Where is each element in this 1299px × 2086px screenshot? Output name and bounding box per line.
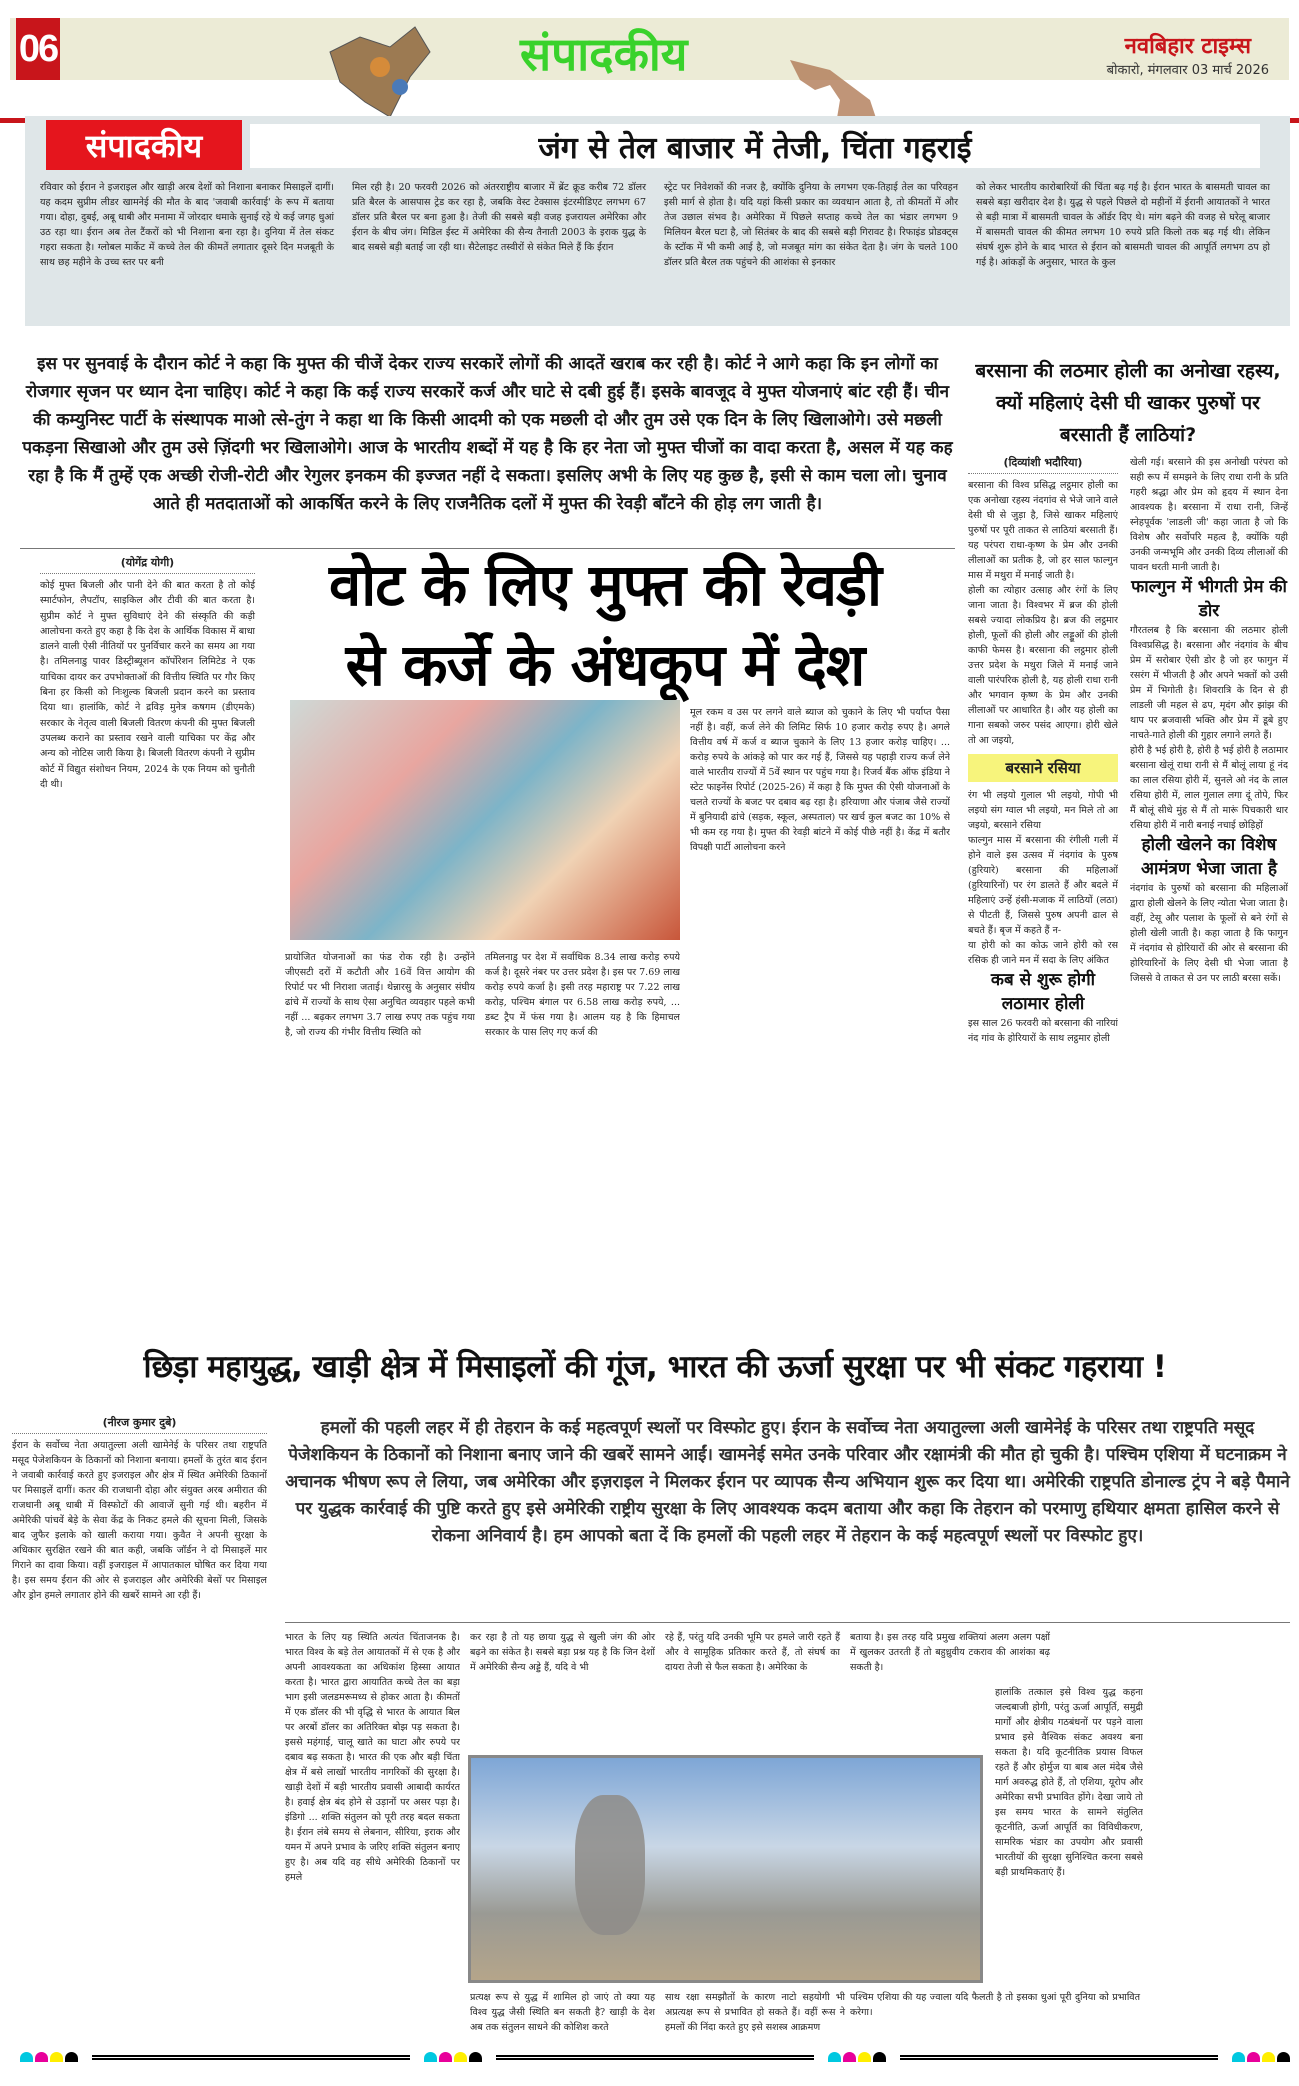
verse-text: या होरी को का कोऊ जाने होरी को रस रसिक ही जाने मन में सदा के लिए अंकित xyxy=(968,940,1118,966)
article-text: प्रायोजित योजनाओं का फंड रोक रही है। उन्होंने जीएसटी दरों में कटौती और 16वें वित्त आयोग की रिपोर्ट पर भी निराशा जताई। थेन्नारसु के अनुसार संघीय ढांचे में राज्यों के साथ ऐसा अनुचित व्यवहार पहले कभी नहीं ... बढ़कर लगभग 3.7 लाख रुपए तक पहुंच गया है, जो राज्य की गंभीर वित्तीय स्थिति को xyxy=(285,952,475,1038)
brand-block xyxy=(1107,30,1269,78)
holi-col-1 xyxy=(968,455,1118,1325)
state-map-collage-image xyxy=(320,22,470,122)
war-left-column xyxy=(12,1415,267,2035)
article-text: कोई मुफ्त बिजली और पानी देने की बात करता है तो कोई स्मार्टफोन, लैपटॉप, साइकिल और टीवी की बात करता है। सुप्रीम कोर्ट ने मुफ्त सुविधाएं देने की संस्कृति की कड़ी आलोचना करते हुए कहा है कि देश के आर्थिक विकास में बाधा डालने वाली ऐसी नीतियों पर पुनर्विचार करने का समय आ गया है। तमिलनाडु पावर डिस्ट्रीब्यूशन कॉर्पोरेशन लिमिटेड ने एक याचिका दायर कर उपभोक्ताओं की वित्तीय स्थिति पर गौर किए बिना हर किसी को निःशुल्क बिजली प्रदान करने का प्रस्ताव दिया था। हालांकि, कोर्ट ने द्रविड़ मुनेत्र कषगम (डीएमके) सरकार के नेतृत्व वाली बिजली वितरण कंपनी की मुफ्त बिजली उपलब्ध कराने का प्रस्ताव रखने वाली याचिका पर केंद्र और अन्य को नोटिस जारी किया है। बिजली वितरण कंपनी ने सुप्रीम कोर्ट में विद्युत संशोधन नियम, 2024 के एक नियम को चुनौती दी थी। xyxy=(40,580,255,790)
article-text: फाल्गुन मास में बरसाना की रंगीली गली में होने वाले इस उत्सव में नंदगांव के पुरुष (हुरियारे) बरसाना की महिलाओं (हुरियारिनों) पर रंग डालते हैं और बदले में महिलाएं उन्हें हंसी-मजाक में लाठियों (लठा) से पीटती हैं, जिससे पुरुष अपनी ढाल से बचते हैं। बृज में कहते हैं न- xyxy=(968,835,1118,936)
page-number: 06 xyxy=(16,18,60,80)
section-title: संपादकीय xyxy=(520,27,688,81)
editorial-headline: जंग से तेल बाजार में तेजी, चिंता गहराई xyxy=(250,124,1260,168)
cmyk-marks xyxy=(828,2052,886,2062)
article-text: पश्चिम एशिया की यह ज्वाला यदि फैलती है तो इसका धुआं पूरी दुनिया को प्रभावित करेगा। xyxy=(850,1992,1140,2018)
voters-photo xyxy=(290,700,680,940)
editorial-column: रविवार को ईरान ने इजराइल और खाड़ी अरब देशों को निशाना बनाकर मिसाइलें दागीं। यह कदम सुप्रीम लीडर खामनेई की मौत के बाद 'जवाबी कार्रवाई' के रूप में बताया गया। दोहा, दुबई, अबू धाबी और मनामा में जोरदार धमाके सुनाई रहे थे कई जगह धुआं उठ रहा था। ईरान अब तेल टैंकरों को भी निशाना बना रहा है। दुनिया में तेल संकट गहरा सकता है। ग्लोबल मार्केट में कच्चे तेल की कीमतें लगातार दूसरे दिन मजबूती के साथ छह महीने के उच्च स्तर पर बनी xyxy=(40,182,334,268)
headline-line: वोट के लिए मुफ्त की रेवड़ी xyxy=(328,551,882,619)
article-text: इस साल 26 फरवरी को बरसाना की नारियां नंद गांव के होरियारों के साथ लट्ठमार होली xyxy=(968,1018,1118,1044)
freebies-intro: इस पर सुनवाई के दौरान कोर्ट ने कहा कि मुफ्त की चीजें देकर राज्य सरकारें लोगों की आदतें खराब कर रही है। कोर्ट ने आगे कहा कि इन लोगों का रोजगार सृजन पर ध्यान देना चाहिए। कोर्ट ने कहा कि कई राज्य सरकारें कर्ज और घाटे से दबी हुई हैं। इसके बावजूद वे मुफ्त योजनाएं बांट रही हैं। चीन की कम्युनिस्ट पार्टी के संस्थापक माओ त्से-तुंग ने कहा था कि किसी आदमी को एक मछली दो और तुम उसे एक दिन के लिए खिलाओगे। उसे मछली पकड़ना सिखाओ और तुम उसे ज़िंदगी भर खिलाओगे। आज के भारतीय शब्दों में यह है कि हर नेता जो मुफ्त चीजों का वादा करता है, असल में यह कह रहा है कि मैं तुम्हें एक अच्छी रोजी-रोटी और रेगुलर इनकम की इज्जत नहीं दे सकता। इसलिए अभी के लिए यह कुछ है, इसी से काम चला लो। चुनाव आते ही मतदाताओं को आकर्षित करने के लिए राजनैतिक दलों में मुफ्त की रेवड़ी बाँटने की होड़ लग जाती है। xyxy=(22,354,953,514)
subhead: फाल्गुन में भीगती प्रेम की डोर xyxy=(1131,577,1287,621)
war-headline: छिड़ा महायुद्ध, खाड़ी क्षेत्र में मिसाइलों की गूंज, भारत की ऊर्जा सुरक्षा पर भी संकट गहराया ! xyxy=(143,1349,1167,1385)
cmyk-marks xyxy=(1232,2052,1290,2062)
song-text: रंग भी लइयो गुलाल भी लइयो, गोपी भी लइयो संग ग्वाल भी लइयो, मन मिले तो आ जइयो, बरसाने रसिया xyxy=(968,790,1118,831)
editorial-column: स्ट्रेट पर निवेशकों की नजर है, क्योंकि दुनिया के लगभग एक-तिहाई तेल का परिवहन इसी मार्ग से होता है। यदि यहां किसी प्रकार का व्यवधान आता है, तो कीमतों में और तेज उछाल संभव है। अमेरिका में पिछले सप्ताह कच्चे तेल का भंडार लगभग 9 मिलियन बैरल घटा है, जो सितंबर के बाद की सबसे बड़ी गिरावट है। रिफाइंड प्रोडक्ट्स के स्टॉक में भी कमी आई है, जो मजबूत मांग का संकेत देता है। जंग के चलते 100 डॉलर प्रति बैरल तक पहुंचने की आशंका से इनकार xyxy=(664,182,958,268)
subhead-tag: बरसाने रसिया xyxy=(968,754,1118,782)
article-text: गौरतलब है कि बरसाना की लठमार होली विश्वप्रसिद्ध है। बरसाना और नंदगांव के बीच प्रेम में सरोबार ऐसी डोर है जो हर फागुन में रसरंग में भीजती है और अपने भक्तों को उसी प्रेम में भिगोती है। शिवरात्रि के दिन से ही लाडली जी महल से ढप, मृदंग और झांझ की थाप पर ब्रजवासी भक्ति और प्रेम में डूबे हुए नाचते-गाते होली की गुहार लगाने लगते हैं। xyxy=(1130,625,1288,741)
smoke-plume xyxy=(575,1795,645,1935)
subhead: कब से शुरू होगी लठामार होली xyxy=(990,970,1096,1014)
article-text: कर रहा है तो यह छाया युद्ध से खुली जंग की ओर बढ़ने का संकेत है। सबसे बड़ा प्रश्न यह है कि जिन देशों में अमेरिकी सैन्य अड्डे हैं, यदि वे भी xyxy=(470,1632,655,1673)
print-rule xyxy=(92,2055,410,2060)
song-text: होरी है भई होरी है, होरी है भई होरी है लठामार बरसाना खेलूं राधा रानी से मैं बोलूं लाया हूं नंद का लाल रसिया होरी में, सुनले ओ नंद के लाल रसिया होरी में, लाल गुलाल लगा दूं तोपे, फिर मैं बोलूं सीधे मुंह से मैं तो मारूं पिचकारी धार रसिया होरी में नारी बनाई नचाई छोड़िहों xyxy=(1130,745,1288,831)
explosion-photo xyxy=(468,1755,983,1983)
article-text: प्रत्यक्ष रूप से युद्ध में शामिल हो जाएं तो क्या यह विश्व युद्ध जैसी स्थिति बन सकती है? खाड़ी के देश अब तक संतुलन साधने की कोशिश करते xyxy=(470,1992,655,2033)
newspaper-name: नवबिहार टाइम्स xyxy=(1124,34,1252,59)
article-text: बरसाना की विश्व प्रसिद्ध लट्ठमार होली का एक अनोखा रहस्य नंदगांव से भेजे जाने वाले देसी घी से जुड़ा है, जिसे खाकर महिलाएं पुरुषों पर पूरी ताकत से लाठियां बरसाती हैं। यह परंपरा राधा-कृष्ण के प्रेम और उनकी लीलाओं का प्रतीक है, जो हर साल फाल्गुन मास में मथुरा में मनाई जाती है। xyxy=(968,480,1118,581)
article-text: खेली गई। बरसाने की इस अनोखी परंपरा को सही रूप में समझने के लिए राधा रानी के प्रति गहरी श्रद्धा और प्रेम को हृदय में स्थान देना आवश्यक है। बरसाना में राधा रानी, जिन्हें स्नेहपूर्वक 'लाडली जी' कहा जाता है जो कि विशेष और सर्वोपरि महत्व है, क्योंकि यही उनकी जन्मभूमि और उनकी दिव्य लीलाओं की पावन धरती मानी जाती है। xyxy=(1130,457,1288,573)
editorial-label: संपादकीय xyxy=(46,120,242,170)
headline-line: से कर्जे के अंधकूप में देश xyxy=(345,631,865,699)
print-registration-marks xyxy=(20,2052,1290,2062)
freebies-left-column-wrap xyxy=(40,555,255,792)
divider xyxy=(285,1622,1290,1623)
war-intro: हमलों की पहली लहर में ही तेहरान के कई महत्वपूर्ण स्थलों पर विस्फोट हुए। ईरान के सर्वोच्च नेता अयातुल्ला अली खामेनेई के परिसर तथा राष्ट्रपति मसूद पेजेशकियन के ठिकानों को निशाना बनाए जाने की खबरें सामने आईं। खामनेई समेत उनके परिवार और रक्षामंत्री की मौत हो चुकी है। पश्चिम एशिया में घटनाक्रम ने अचानक भीषण रूप ले लिया, जब अमेरिका और इज़राइल ने मिलकर ईरान पर व्यापक सैन्य अभियान शुरू कर दिया था। अमेरिकी राष्ट्रपति डोनाल्ड ट्रंप ने बड़े पैमाने पर युद्धक कार्रवाई की पुष्टि करते हुए इसे अमेरिकी राष्ट्रीय सुरक्षा के लिए आवश्यक कदम बताया और कहा कि तेहरान को परमाणु हथियार क्षमता हासिल करने से रोकना अनिवार्य है। हम आपको बता दें कि हमलों की पहली लहर में तेहरान के कई महत्वपूर्ण स्थलों पर विस्फोट हुए। xyxy=(285,1418,1290,1546)
article-text: रहे हैं, परंतु यदि उनकी भूमि पर हमले जारी रहते हैं और वे सामूहिक प्रतिकार करते हैं, तो संघर्ष का दायरा तेजी से फैल सकता है। अमेरिका के xyxy=(665,1632,840,1673)
freebies-headline xyxy=(255,545,955,705)
dateline: बोकारो, मंगलवार 03 मार्च 2026 xyxy=(1106,63,1269,78)
article-text: मूल रकम व उस पर लगने वाले ब्याज को चुकाने के लिए भी पर्याप्त पैसा नहीं है। वहीं, कर्ज लेने की लिमिट सिर्फ 10 हजार करोड़ रुपए है। अगले वित्तीय वर्ष में कर्ज व ब्याज चुकाने के लिए 13 हजार करोड़ चाहिए। ... करोड़ रुपये के आंकड़े को पार कर गई हैं, जिससे यह पहाड़ी राज्य कर्ज लेने वाले भारतीय राज्यों में 5वें स्थान पर पहुंच गया है। रिजर्व बैंक ऑफ इंडिया ने स्टेट फाइनेंस रिपोर्ट (2025-26) में कहा है कि मुफ्त की ऐसी योजनाओं के चलते राज्यों के बजट पर दबाव बढ़ रहा है। हरियाणा और पंजाब जैसे राज्यों में बुनियादी ढांचे (सड़क, स्कूल, अस्पताल) पर खर्च कुल बजट का 10% से भी कम रह गया है। मुफ्त की रेवड़ी बांटने में कोई पीछे नहीं है। केंद्र में बतौर विपक्षी पार्टी आलोचना करने xyxy=(690,707,950,853)
article-text: साथ रक्षा समझौतों के कारण नाटो सहयोगी भी अप्रत्यक्ष रूप से प्रभावित हो सकते हैं। वहीं रूस ने हमलों की निंदा करते हुए इसे सशस्त्र आक्रमण xyxy=(665,1992,845,2033)
article-text: तमिलनाडु पर देश में सर्वाधिक 8.34 लाख करोड़ रुपये कर्ज है। दूसरे नंबर पर उत्तर प्रदेश है। इस पर 7.69 लाख करोड़ रुपये कर्जा है। इसी तरह महाराष्ट्र पर 7.22 लाख करोड़, पश्चिम बंगाल पर 6.58 लाख करोड़ रुपये, ... डब्ट ट्रैप में फंस गया है। आलम यह है कि हिमाचल सरकार के पास लिए गए कर्ज की xyxy=(485,952,680,1038)
cmyk-marks xyxy=(20,2052,78,2062)
article-text: हालांकि तत्काल इसे विश्व युद्ध कहना जल्दबाजी होगी, परंतु ऊर्जा आपूर्ति, समुद्री मार्गों और क्षेत्रीय गठबंधनों पर पड़ने वाला प्रभाव इसे वैश्विक संकट अवश्य बना सकता है। यदि कूटनीतिक प्रयास विफल रहते हैं और होर्मुज या बाब अल मंदेब जैसे मार्ग अवरुद्ध होते हैं, तो एशिया, यूरोप और अमेरिका सभी प्रभावित होंगे। देखा जाये तो इस समय भारत के सामने संतुलित कूटनीति, ऊर्जा आपूर्ति का विविधीकरण, सामरिक भंडार का उपयोग और प्रवासी भारतीयों की सुरक्षा सुनिश्चित करना सबसे बड़ी प्राथमिकताएं हैं। xyxy=(995,1687,1143,1878)
subhead: होली खेलने का विशेष आमंत्रण भेजा जाता है xyxy=(1140,835,1278,879)
cmyk-marks xyxy=(424,2052,482,2062)
byline: (योगेंद्र योगी) xyxy=(40,555,255,574)
editorial-column: मिल रही है। 20 फरवरी 2026 को अंतरराष्ट्रीय बाजार में ब्रेंट क्रूड करीब 72 डॉलर प्रति बैरल के आसपास ट्रेड कर रहा है, जबकि वेस्ट टेक्सास इंटरमीडिएट लगभग 67 डॉलर प्रति बैरल पर बना हुआ है। तेजी की सबसे बड़ी वजह इजरायल अमेरिका और ईरान के बीच जंग। मिडिल ईस्ट में अमेरिका की सैन्य तैनाती 2003 के इराक युद्ध के बाद सबसे बड़ी बताई जा रही था। सैटेलाइट तस्वीरों से संकेत मिले हैं कि ईरान xyxy=(352,182,646,253)
holi-col-2 xyxy=(1130,455,1288,1325)
print-rule xyxy=(496,2055,814,2060)
byline: (नीरज कुमार दुबे) xyxy=(12,1415,267,1434)
article-text: भारत के लिए यह स्थिति अत्यंत चिंताजनक है। भारत विश्व के बड़े तेल आयातकों में से एक है और अपनी आवश्यकता का अधिकांश हिस्सा आयात करता है। भारत द्वारा आयातित कच्चे तेल का बड़ा भाग इसी जलडमरूमध्य से होकर आता है। कीमतों में एक डॉलर की भी वृद्धि से भारत के आयात बिल पर अरबों डॉलर का अतिरिक्त बोझ पड़ सकता है। इससे महंगाई, चालू खाते का घाटा और रुपये पर दबाव बढ़ सकता है। भारत की एक और बड़ी चिंता क्षेत्र में बसे लाखों भारतीय नागरिकों की सुरक्षा है। खाड़ी देशों में बड़ी भारतीय प्रवासी आबादी कार्यरत है। हवाई क्षेत्र बंद होने से उड़ानों पर असर पड़ा है। इंडिगो ... शक्ति संतुलन को पूरी तरह बदल सकता है। ईरान लंबे समय से लेबनान, सीरिया, इराक और यमन में अपने प्रभाव के जरिए शक्ति संतुलन बनाए हुए है। अब यदि वह सीधे अमेरिकी ठिकानों पर हमले xyxy=(285,1632,460,1883)
article-text: ईरान के सर्वोच्च नेता अयातुल्ला अली खामेनेई के परिसर तथा राष्ट्रपति मसूद पेजेशकियन के ठिकानों को निशाना बनाया। हमलों के तुरंत बाद ईरान ने जवाबी कार्रवाई करते हुए इजराइल और क्षेत्र में स्थित अमेरिकी ठिकानों पर मिसाइलें दागीं। कतर की राजधानी दोहा और संयुक्त अरब अमीरात की राजधानी अबू धाबी में विस्फोटों की आवाजें सुनी गई थी। बहरीन में अमेरिकी पांचवें बेड़े के सेवा केंद्र के निकट हमले की सूचना मिली, जिसके बाद जुफैर इलाके को खाली कराया गया। कुवैत ने अपनी सुरक्षा के अधिकार सुरक्षित रखने की बात कही, जबकि जॉर्डन ने दो मिसाइलें मार गिराने का दावा किया। वहीं इजराइल में आपातकाल घोषित कर दिया गया है। इस समय ईरान की ओर से इजराइल और अमेरिकी बेसों पर मिसाइल और ड्रोन हमले लगातार होने की खबरें सामने आ रही हैं। xyxy=(12,1440,267,1601)
byline: (दिव्यांशी भदौरिया) xyxy=(968,455,1118,474)
holi-headline: बरसाना की लठमार होली का अनोखा रहस्य, क्यों महिलाएं देसी घी खाकर पुरुषों पर बरसाती हैं लाठियां? xyxy=(975,360,1281,446)
editorial-columns xyxy=(40,180,1270,320)
editorial-column: को लेकर भारतीय कारोबारियों की चिंता बढ़ गई है। ईरान भारत के बासमती चावल का सबसे बड़ा खरीदार देश है। युद्ध से पहले पिछले दो महीनों में ईरानी आयातकों ने भारत से बड़ी मात्रा में बासमती चावल के ऑर्डर दिए थे। मांग बढ़ने की वजह से घरेलू बाजार में बासमती चावल की कीमत लगभग 10 रुपये प्रति किलो तक बढ़ गई थी। लेकिन संघर्ष शुरू होने के बाद भारत से ईरान को बासमती चावल की आपूर्ति लगभग ठप हो गई है। आंकड़ों के अनुसार, भारत के कुल xyxy=(976,182,1270,268)
print-rule xyxy=(900,2055,1218,2060)
article-text: बताया है। इस तरह यदि प्रमुख शक्तियां अलग अलग पक्षों में खुलकर उतरती हैं तो बहुध्रुवीय टकराव की आशंका बढ़ सकती है। xyxy=(850,1632,1050,1673)
article-text: नंदगांव के पुरुषों को बरसाना की महिलाओं द्वारा होली खेलने के लिए न्योता भेजा जाता है। वहीं, टेसू और पलाश के फूलों से बने रंगों से होली खेली जाती है। कहा जाता है कि फागुन में नंदगांव से होरियारों की ओर से बरसाना की होरियारिनों के लिए देसी घी भेजा जाता है जिससे वे ताकत से उन पर लाठी बरसा सकें। xyxy=(1130,883,1288,984)
article-text: होली का त्योहार उत्साह और रंगों के लिए जाना जाता है। विश्वभर में ब्रज की होली सबसे ज्यादा लोकप्रिय है। ब्रज की लट्ठमार होली, फूलों की होली और लड्डूओं की होली काफी फेमस है। बरसाना की लट्ठमार होली उत्तर प्रदेश के मथुरा जिले में मनाई जाने वाली पारंपरिक होली है, यह होली राधा रानी और भगवान कृष्ण के प्रेम और उनकी लीलाओं पर आधारित है। और यह होली का गाना सबको जरुर पसंद आएगा। होरी खेले तो आ जइयो, xyxy=(968,585,1118,746)
